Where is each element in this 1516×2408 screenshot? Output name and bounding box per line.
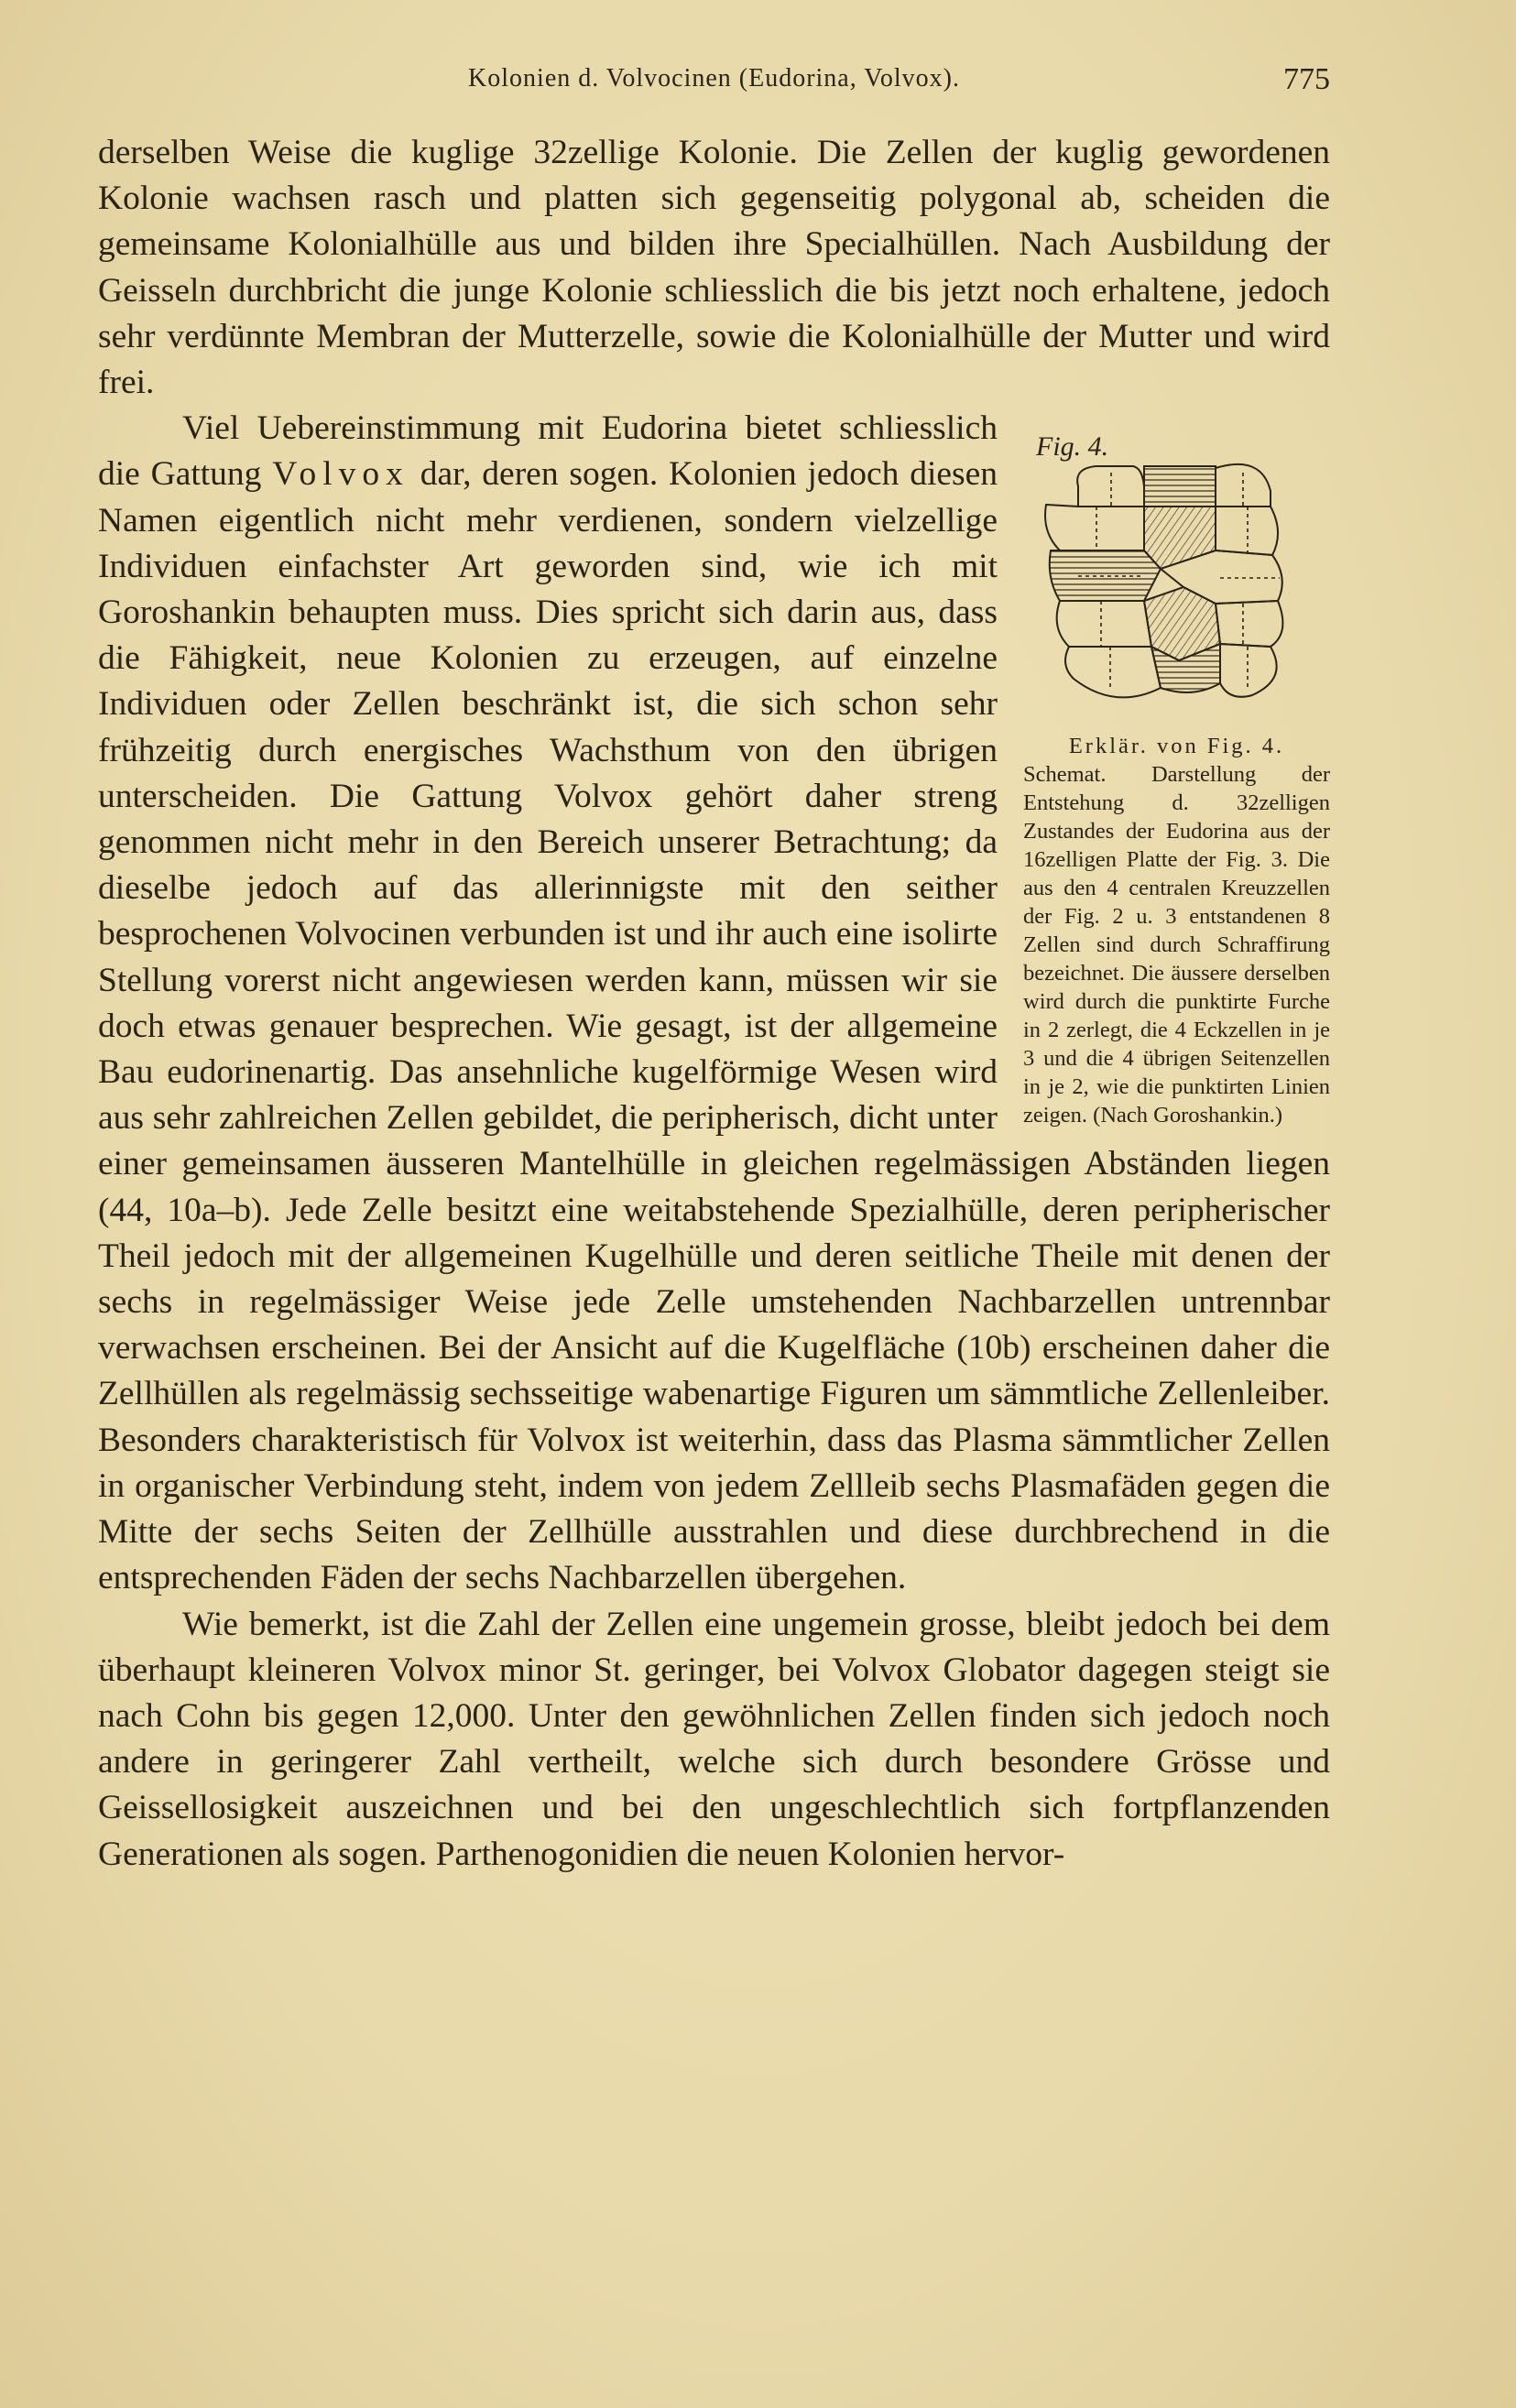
- figure-4-drawing: [1023, 450, 1330, 725]
- paragraph-3: Wie bemerkt, ist die Zahl der Zellen eine ungemein grosse, bleibt jedoch bei dem überhaupt kleineren Volvox minor St. geringer, bei Volvox Globator dagegen steigt sie nach Cohn bis gegen 12,000. Unter den gewöhnlichen Zellen finden sich jedoch noch andere in geringerer Zahl vertheilt, welche sich durch besondere Grösse und Geissellosigkeit auszeichnen und bei den ungeschlechtlich sich fortpflanzenden Generationen als sogen. Parthenogonidien die neuen Kolonien hervor-: [98, 1605, 1330, 1873]
- figure-label: Fig. 4.: [1036, 431, 1109, 463]
- paragraph-1: derselben Weise die kuglige 32zellige Kolonie. Die Zellen der kuglig gewordenen Kolonie wachsen rasch und platten sich gegenseitig polygonal ab, scheiden die gemeinsame Kolonialhülle aus und bilden ihre Specialhüllen. Nach Ausbildung der Geisseln durchbricht die junge Kolonie schliesslich die bis jetzt noch erhaltene, jedoch sehr verdünnte Membran der Mutterzelle, sowie die Kolonialhülle der Mutter und wird frei.: [98, 134, 1330, 402]
- page-number: 775: [1283, 62, 1330, 96]
- paragraph-2-rest: dar, deren sogen. Kolonien jedoch diesen Namen eigentlich nicht mehr verdienen, sondern vielzellige Individuen einfachster Art geworden sind, wie ich mit Goroshankin behaupten muss. Dies spricht sich darin aus, dass die Fähigkeit, neue Kolonien zu erzeugen, auf einzelne Individuen oder Zellen beschränkt ist, die sich schon sehr frühzeitig durch energisches Wachsthum von den übrigen unterscheiden. Die Gattung Volvox gehört daher streng genommen nicht mehr in den Bereich unserer Betrachtung; da dieselbe jedoch auf das allerinnigste mit den seither besprochenen Volvocinen verbunden ist und ihr auch eine isolirte Stellung vorerst nicht angewiesen werden kann, müssen wir sie doch etwas genauer besprechen. Wie gesagt, ist der allgemeine Bau eudorinenartig. Das ansehnliche kugelförmige Wesen wird aus sehr zahlreichen Zellen gebildet, die peripherisch, dicht unter einer gemeinsamen äusseren Mantelhülle in gleichen regelmässigen Abständen liegen (44, 10a–b). Jede Zelle besitzt eine weitabstehende Spezialhülle, deren peripherischer Theil jedoch mit der allgemeinen Kugelhülle und deren seitliche Theile mit denen der sechs in regelmässiger Weise jede Zelle umstehenden Nachbarzellen untrennbar verwachsen erscheinen. Bei der Ansicht auf die Kugelfläche (10b) erscheinen daher die Zellhüllen als regelmässig sechsseitige wabenartige Figuren um sämmtliche Zellenleiber. Besonders charakteristisch für Volvox ist weiterhin, dass das Plasma sämmtlicher Zellen in organischer Verbindung steht, indem von jedem Zellleib sechs Plasmafäden gegen die Mitte der sechs Seiten der Zellhülle ausstrahlen und diese durchbrechend in die entsprechenden Fäden der sechs Nachbarzellen übergehen.: [98, 455, 1330, 1597]
- figure-4: [1023, 424, 1330, 1129]
- caption-body: Schemat. Darstellung der Entstehung d. 32zelligen Zustandes der Eudorina aus der 16zelligen Platte der Fig. 3. Die aus den 4 centralen Kreuzzellen der Fig. 2 u. 3 entstandenen 8 Zellen sind durch Schraffirung bezeichnet. Die äussere derselben wird durch die punktirte Furche in 2 zerlegt, die 4 Eckzellen in je 3 und die 4 übrigen Seitenzellen in je 2, wie die punktirten Linien zeigen. (Nach Goroshankin.): [1023, 762, 1330, 1128]
- running-title: Kolonien d. Volvocinen (Eudorina, Volvox).: [468, 64, 960, 93]
- page-header: [98, 64, 1330, 110]
- body-text: [98, 130, 1330, 1878]
- figure-caption: [1023, 732, 1330, 1129]
- paragraph-2-start: Viel Uebereinstimmung mit Eudorina bietet schliesslich die Gattung: [98, 409, 998, 494]
- genus-volvox: Volvox: [272, 455, 409, 494]
- caption-title: Erklär. von Fig. 4.: [1068, 734, 1285, 759]
